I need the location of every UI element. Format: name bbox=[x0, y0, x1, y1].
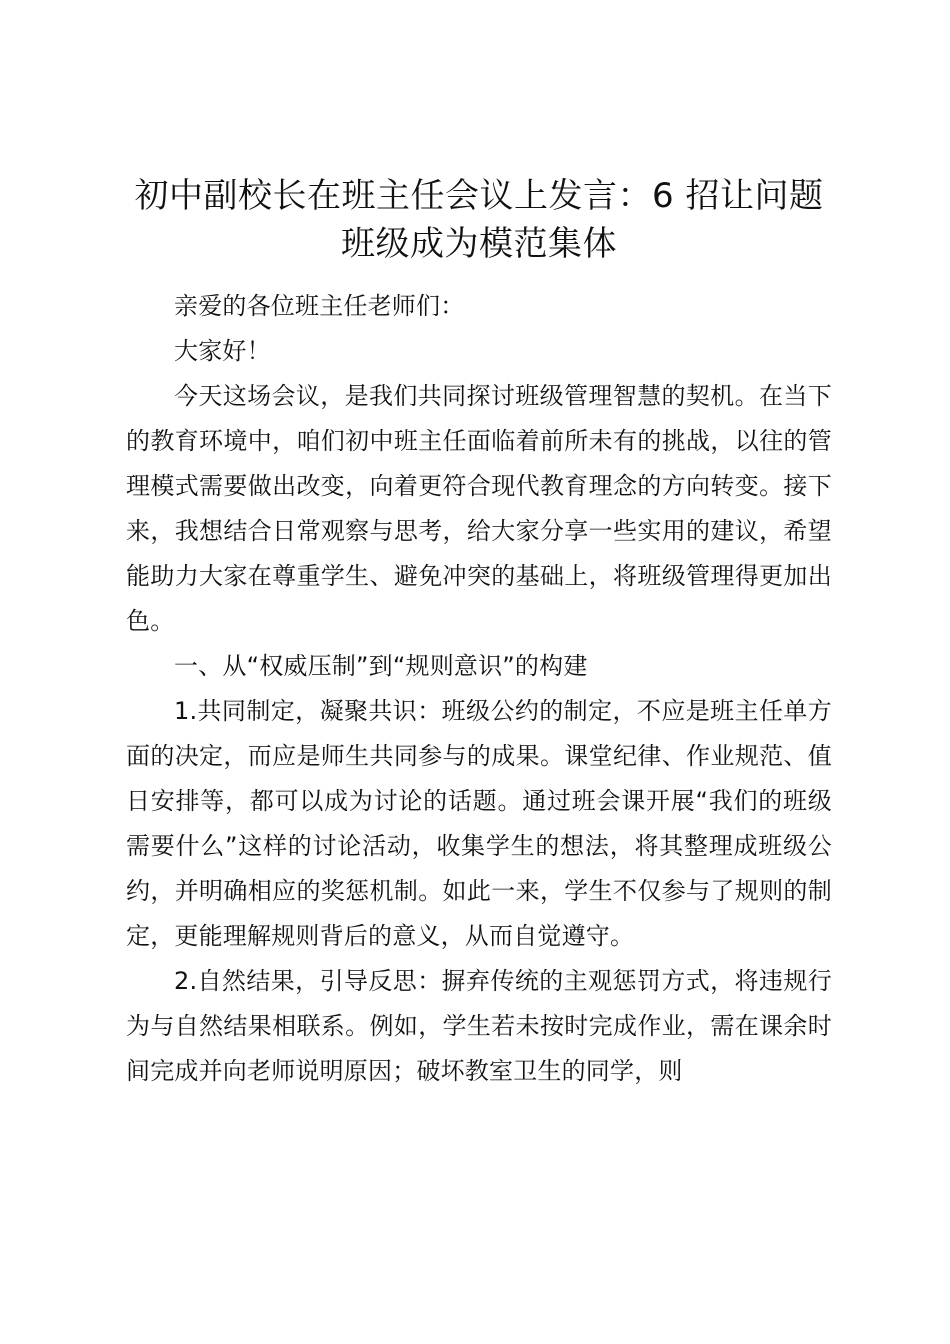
document-body bbox=[126, 284, 832, 1094]
intro-paragraph: 今天这场会议，是我们共同探讨班级管理智慧的契机。在当下的教育环境中，咱们初中班主任面临着前所未有的挑战，以往的管理模式需要做出改变，向着更符合现代教育理念的方向转变。接下来，我想结合日常观察与思考，给大家分享一些实用的建议，希望能助力大家在尊重学生、避免冲突的基础上，将班级管理得更加出色。 bbox=[126, 382, 832, 635]
point-1-paragraph: 1.共同制定，凝聚共识：班级公约的制定，不应是班主任单方面的决定，而应是师生共同参与的成果。课堂纪律、作业规范、值日安排等，都可以成为讨论的话题。通过班会课开展“我们的班级需要什么”这样的讨论活动，收集学生的想法，将其整理成班级公约，并明确相应的奖惩机制。如此一来，学生不仅参与了规则的制定，更能理解规则背后的意义，从而自觉遵守。 bbox=[126, 697, 832, 950]
title-line-2: 班级成为模范集体 bbox=[341, 224, 617, 264]
point-2-paragraph: 2.自然结果，引导反思：摒弃传统的主观惩罚方式，将违规行为与自然结果相联系。例如，学生若未按时完成作业，需在课余时间完成并向老师说明原因；破坏教室卫生的同学，则 bbox=[126, 967, 832, 1085]
title-line-1: 初中副校长在班主任会议上发言：6 招让问题 bbox=[134, 176, 824, 216]
salutation: 亲爱的各位班主任老师们： bbox=[174, 292, 465, 320]
document-page bbox=[126, 172, 832, 1094]
greeting: 大家好！ bbox=[174, 337, 271, 365]
document-title bbox=[126, 172, 832, 268]
section-heading-1: 一、从“权威压制”到“规则意识”的构建 bbox=[174, 652, 588, 680]
